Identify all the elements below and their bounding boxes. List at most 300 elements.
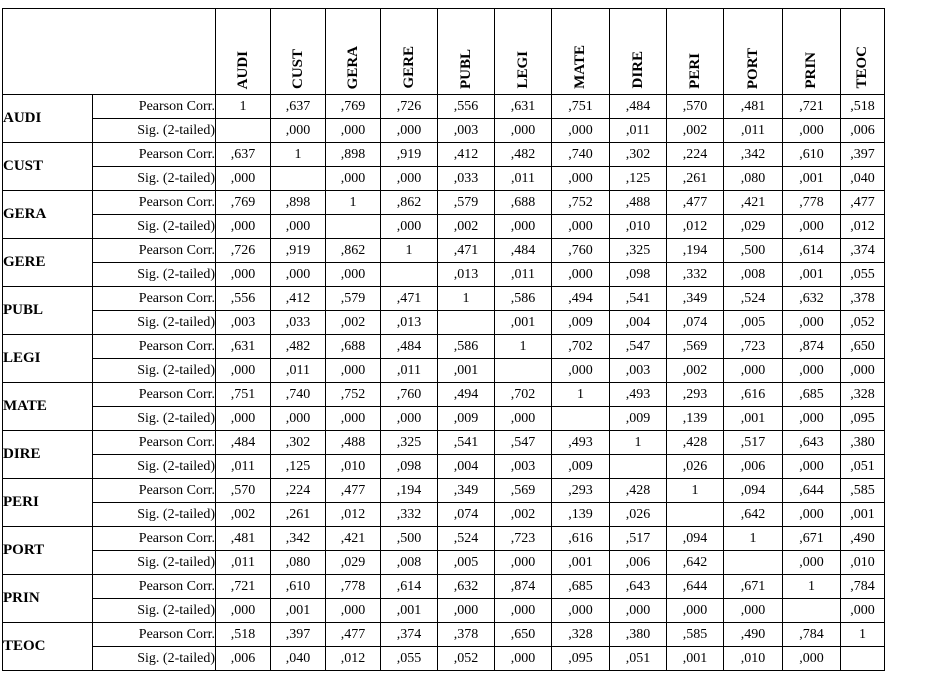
column-header-mate: [552, 9, 610, 95]
significance-value: ,000: [438, 599, 495, 623]
correlation-value: ,412: [271, 287, 326, 311]
significance-value: ,002: [667, 359, 724, 383]
significance-value: ,000: [216, 599, 271, 623]
column-header-label: MATE: [572, 45, 588, 89]
significance-value: ,002: [216, 503, 271, 527]
column-header-prin: [783, 9, 841, 95]
correlation-value: ,631: [216, 335, 271, 359]
significance-value: ,095: [841, 407, 885, 431]
correlation-value: ,494: [552, 287, 610, 311]
significance-value: [841, 647, 885, 671]
significance-value: ,006: [841, 119, 885, 143]
column-header-gere: [381, 9, 438, 95]
significance-value: ,013: [438, 263, 495, 287]
pearson-label: Pearson Corr.: [93, 239, 216, 263]
significance-value: ,002: [495, 503, 552, 527]
correlation-value: ,428: [610, 479, 667, 503]
significance-value: ,000: [271, 119, 326, 143]
pearson-label: Pearson Corr.: [93, 431, 216, 455]
correlation-value: ,484: [495, 239, 552, 263]
correlation-value: ,094: [667, 527, 724, 551]
significance-value: ,052: [841, 311, 885, 335]
significance-value: ,010: [610, 215, 667, 239]
significance-value: ,055: [381, 647, 438, 671]
correlation-value: ,760: [552, 239, 610, 263]
correlation-value: ,397: [841, 143, 885, 167]
column-header-gera: [326, 9, 381, 95]
table-row: [3, 503, 885, 527]
row-header-gere: GERE: [3, 239, 93, 287]
table-row: [3, 215, 885, 239]
significance-value: ,008: [381, 551, 438, 575]
correlation-value: ,325: [381, 431, 438, 455]
correlation-value: ,769: [326, 95, 381, 119]
pearson-label: Pearson Corr.: [93, 191, 216, 215]
significance-value: ,012: [667, 215, 724, 239]
row-header-mate: MATE: [3, 383, 93, 431]
significance-value: ,125: [271, 455, 326, 479]
column-header-audi: [216, 9, 271, 95]
correlation-value: ,397: [271, 623, 326, 647]
table-row: [3, 623, 885, 647]
significance-value: ,000: [326, 167, 381, 191]
significance-value: ,011: [271, 359, 326, 383]
correlation-value: ,585: [667, 623, 724, 647]
correlation-value: ,194: [381, 479, 438, 503]
significance-value: ,332: [381, 503, 438, 527]
significance-value: ,008: [724, 263, 783, 287]
significance-value: ,006: [216, 647, 271, 671]
correlation-value: ,524: [438, 527, 495, 551]
correlation-value: ,740: [271, 383, 326, 407]
significance-value: ,001: [495, 311, 552, 335]
correlation-value: ,484: [610, 95, 667, 119]
pearson-label: Pearson Corr.: [93, 335, 216, 359]
correlation-value: ,616: [552, 527, 610, 551]
significance-value: ,000: [271, 215, 326, 239]
correlation-value: ,643: [783, 431, 841, 455]
row-header-teoc: TEOC: [3, 623, 93, 671]
sig-label: Sig. (2-tailed): [93, 503, 216, 527]
correlation-value: ,488: [610, 191, 667, 215]
correlation-value: 1: [495, 335, 552, 359]
column-header-legi: [495, 9, 552, 95]
significance-value: ,003: [438, 119, 495, 143]
table-row: [3, 167, 885, 191]
table-row: [3, 647, 885, 671]
correlation-value: ,688: [495, 191, 552, 215]
correlation-value: ,547: [495, 431, 552, 455]
correlation-value: ,325: [610, 239, 667, 263]
correlation-value: ,328: [841, 383, 885, 407]
table-row: [3, 527, 885, 551]
significance-value: ,001: [438, 359, 495, 383]
table-row: [3, 431, 885, 455]
correlation-value: ,517: [610, 527, 667, 551]
significance-value: ,000: [610, 599, 667, 623]
correlation-value: ,378: [841, 287, 885, 311]
correlation-value: ,500: [724, 239, 783, 263]
correlation-value: ,490: [724, 623, 783, 647]
correlation-value: ,752: [326, 383, 381, 407]
correlation-value: ,493: [552, 431, 610, 455]
significance-value: ,005: [724, 311, 783, 335]
significance-value: ,139: [552, 503, 610, 527]
significance-value: ,009: [552, 455, 610, 479]
correlation-value: ,349: [438, 479, 495, 503]
significance-value: ,011: [610, 119, 667, 143]
table-row: [3, 359, 885, 383]
significance-value: ,000: [783, 551, 841, 575]
significance-value: ,000: [271, 263, 326, 287]
significance-value: ,001: [271, 599, 326, 623]
column-header-teoc: [841, 9, 885, 95]
correlation-value: ,579: [326, 287, 381, 311]
significance-value: ,000: [495, 599, 552, 623]
column-header-dire: [610, 9, 667, 95]
sig-label: Sig. (2-tailed): [93, 455, 216, 479]
row-header-publ: PUBL: [3, 287, 93, 335]
significance-value: ,000: [216, 263, 271, 287]
sig-label: Sig. (2-tailed): [93, 359, 216, 383]
correlation-value: ,477: [841, 191, 885, 215]
sig-label: Sig. (2-tailed): [93, 167, 216, 191]
significance-value: ,012: [326, 647, 381, 671]
significance-value: ,000: [495, 407, 552, 431]
table-row: [3, 383, 885, 407]
correlation-value: ,740: [552, 143, 610, 167]
correlation-value: ,471: [438, 239, 495, 263]
sig-label: Sig. (2-tailed): [93, 311, 216, 335]
pearson-label: Pearson Corr.: [93, 623, 216, 647]
correlation-value: ,477: [326, 623, 381, 647]
significance-value: ,332: [667, 263, 724, 287]
correlation-value: ,643: [610, 575, 667, 599]
significance-value: ,001: [841, 503, 885, 527]
row-header-audi: AUDI: [3, 95, 93, 143]
correlation-value: ,585: [841, 479, 885, 503]
sig-label: Sig. (2-tailed): [93, 599, 216, 623]
column-header-label: PRIN: [803, 52, 819, 89]
correlation-value: 1: [271, 143, 326, 167]
correlation-value: ,484: [381, 335, 438, 359]
correlation-value: ,752: [552, 191, 610, 215]
significance-value: ,000: [783, 119, 841, 143]
correlation-value: ,547: [610, 335, 667, 359]
table-row: [3, 119, 885, 143]
correlation-value: ,637: [216, 143, 271, 167]
correlation-value: ,488: [326, 431, 381, 455]
significance-value: ,026: [610, 503, 667, 527]
correlation-value: ,224: [271, 479, 326, 503]
correlation-value: ,586: [495, 287, 552, 311]
table-row: [3, 575, 885, 599]
significance-value: ,000: [724, 359, 783, 383]
correlation-value: ,919: [271, 239, 326, 263]
significance-value: ,011: [495, 167, 552, 191]
pearson-label: Pearson Corr.: [93, 383, 216, 407]
correlation-value: ,342: [271, 527, 326, 551]
correlation-value: ,477: [667, 191, 724, 215]
table-row: [3, 239, 885, 263]
significance-value: [438, 311, 495, 335]
correlation-value: ,569: [667, 335, 724, 359]
significance-value: ,000: [783, 407, 841, 431]
correlation-value: ,518: [216, 623, 271, 647]
column-header-label: PUBL: [457, 48, 474, 89]
row-header-prin: PRIN: [3, 575, 93, 623]
significance-value: ,074: [667, 311, 724, 335]
significance-value: ,000: [724, 599, 783, 623]
table-row: [3, 191, 885, 215]
correlation-value: 1: [667, 479, 724, 503]
correlation-value: ,482: [271, 335, 326, 359]
significance-value: ,010: [841, 551, 885, 575]
correlation-value: ,685: [552, 575, 610, 599]
significance-value: ,000: [552, 263, 610, 287]
sig-label: Sig. (2-tailed): [93, 263, 216, 287]
significance-value: ,003: [610, 359, 667, 383]
column-header-label: CUST: [289, 48, 306, 89]
significance-value: ,006: [724, 455, 783, 479]
row-header-legi: LEGI: [3, 335, 93, 383]
table-row: [3, 335, 885, 359]
correlation-value: ,194: [667, 239, 724, 263]
correlation-value: ,374: [841, 239, 885, 263]
correlation-value: ,778: [326, 575, 381, 599]
correlation-value: ,721: [216, 575, 271, 599]
correlation-value: ,671: [783, 527, 841, 551]
correlation-value: ,632: [438, 575, 495, 599]
significance-value: ,029: [724, 215, 783, 239]
significance-value: ,051: [841, 455, 885, 479]
correlation-value: ,570: [216, 479, 271, 503]
row-header-cust: CUST: [3, 143, 93, 191]
significance-value: ,000: [381, 167, 438, 191]
significance-value: ,001: [381, 599, 438, 623]
correlation-value: ,610: [783, 143, 841, 167]
significance-value: ,003: [216, 311, 271, 335]
significance-value: ,009: [610, 407, 667, 431]
correlation-value: ,569: [495, 479, 552, 503]
header-row: [3, 9, 885, 95]
significance-value: ,000: [271, 407, 326, 431]
correlation-value: 1: [841, 623, 885, 647]
sig-label: Sig. (2-tailed): [93, 647, 216, 671]
significance-value: ,033: [438, 167, 495, 191]
correlation-value: ,898: [326, 143, 381, 167]
row-header-gera: GERA: [3, 191, 93, 239]
correlation-value: ,650: [841, 335, 885, 359]
correlation-value: 1: [783, 575, 841, 599]
correlation-value: ,726: [216, 239, 271, 263]
pearson-label: Pearson Corr.: [93, 527, 216, 551]
significance-value: ,000: [783, 359, 841, 383]
correlation-value: ,784: [783, 623, 841, 647]
correlation-value: ,586: [438, 335, 495, 359]
table-row: [3, 263, 885, 287]
table-row: [3, 311, 885, 335]
correlation-value: 1: [552, 383, 610, 407]
correlation-value: ,421: [724, 191, 783, 215]
significance-value: ,010: [724, 647, 783, 671]
significance-value: [326, 215, 381, 239]
significance-value: ,001: [783, 167, 841, 191]
correlation-value: ,760: [381, 383, 438, 407]
column-header-label: GERE: [400, 46, 417, 89]
correlation-value: ,412: [438, 143, 495, 167]
significance-value: ,033: [271, 311, 326, 335]
significance-value: ,080: [271, 551, 326, 575]
row-header-peri: PERI: [3, 479, 93, 527]
significance-value: ,000: [326, 119, 381, 143]
sig-label: Sig. (2-tailed): [93, 215, 216, 239]
correlation-value: ,632: [783, 287, 841, 311]
significance-value: ,002: [667, 119, 724, 143]
significance-value: ,011: [495, 263, 552, 287]
significance-value: ,011: [381, 359, 438, 383]
significance-value: ,013: [381, 311, 438, 335]
significance-value: ,001: [724, 407, 783, 431]
correlation-value: 1: [326, 191, 381, 215]
significance-value: ,000: [552, 167, 610, 191]
significance-value: [610, 455, 667, 479]
significance-value: ,139: [667, 407, 724, 431]
column-header-label: LEGI: [514, 51, 531, 89]
significance-value: ,011: [216, 455, 271, 479]
significance-value: ,000: [216, 167, 271, 191]
correlation-value: ,778: [783, 191, 841, 215]
correlation-value: ,579: [438, 191, 495, 215]
correlation-value: ,484: [216, 431, 271, 455]
sig-label: Sig. (2-tailed): [93, 407, 216, 431]
correlation-value: ,862: [326, 239, 381, 263]
significance-value: ,006: [610, 551, 667, 575]
correlation-value: ,702: [552, 335, 610, 359]
significance-value: [271, 167, 326, 191]
significance-value: ,040: [271, 647, 326, 671]
significance-value: ,009: [552, 311, 610, 335]
table-row: [3, 287, 885, 311]
correlation-value: ,477: [326, 479, 381, 503]
column-header-label: PORT: [744, 47, 761, 89]
correlation-value: ,380: [610, 623, 667, 647]
correlation-value: ,862: [381, 191, 438, 215]
significance-value: ,261: [271, 503, 326, 527]
correlation-value: ,610: [271, 575, 326, 599]
correlation-value: ,428: [667, 431, 724, 455]
column-header-port: [724, 9, 783, 95]
table-row: [3, 551, 885, 575]
significance-value: ,261: [667, 167, 724, 191]
significance-value: [783, 599, 841, 623]
significance-value: ,012: [326, 503, 381, 527]
correlation-value: ,556: [216, 287, 271, 311]
significance-value: ,000: [216, 407, 271, 431]
correlation-value: ,874: [783, 335, 841, 359]
correlation-value: ,481: [216, 527, 271, 551]
column-header-label: DIRE: [629, 51, 646, 89]
correlation-value: ,541: [438, 431, 495, 455]
pearson-label: Pearson Corr.: [93, 287, 216, 311]
significance-value: [552, 407, 610, 431]
significance-value: ,026: [667, 455, 724, 479]
significance-value: ,009: [438, 407, 495, 431]
correlation-value: ,723: [495, 527, 552, 551]
correlation-value: ,650: [495, 623, 552, 647]
significance-value: ,000: [552, 215, 610, 239]
significance-value: ,000: [381, 407, 438, 431]
significance-value: ,000: [783, 311, 841, 335]
correlation-value: ,721: [783, 95, 841, 119]
significance-value: [381, 263, 438, 287]
correlation-value: ,494: [438, 383, 495, 407]
row-header-dire: DIRE: [3, 431, 93, 479]
significance-value: ,000: [216, 215, 271, 239]
correlation-value: ,302: [610, 143, 667, 167]
correlation-value: ,293: [667, 383, 724, 407]
correlation-value: ,490: [841, 527, 885, 551]
correlation-value: ,302: [271, 431, 326, 455]
table-row: [3, 599, 885, 623]
column-header-cust: [271, 9, 326, 95]
correlation-value: ,769: [216, 191, 271, 215]
correlation-value: ,644: [667, 575, 724, 599]
significance-value: [724, 551, 783, 575]
header-corner: [3, 9, 216, 95]
correlation-value: ,702: [495, 383, 552, 407]
correlation-value: ,726: [381, 95, 438, 119]
correlation-value: ,342: [724, 143, 783, 167]
significance-value: ,000: [495, 215, 552, 239]
significance-value: ,000: [841, 599, 885, 623]
significance-value: ,080: [724, 167, 783, 191]
significance-value: ,098: [610, 263, 667, 287]
table-row: [3, 95, 885, 119]
significance-value: ,000: [783, 503, 841, 527]
column-header-label: AUDI: [234, 50, 251, 89]
correlation-value: ,614: [783, 239, 841, 263]
significance-value: [495, 359, 552, 383]
significance-value: [667, 503, 724, 527]
correlation-value: ,784: [841, 575, 885, 599]
correlation-value: 1: [216, 95, 271, 119]
correlation-value: 1: [610, 431, 667, 455]
table-row: [3, 143, 885, 167]
significance-value: ,010: [326, 455, 381, 479]
correlation-value: ,644: [783, 479, 841, 503]
significance-value: ,040: [841, 167, 885, 191]
significance-value: ,000: [552, 119, 610, 143]
correlation-value: ,637: [271, 95, 326, 119]
column-header-label: PERI: [686, 53, 703, 89]
correlation-value: 1: [438, 287, 495, 311]
correlation-value: ,481: [724, 95, 783, 119]
correlation-value: 1: [381, 239, 438, 263]
correlation-value: ,751: [216, 383, 271, 407]
correlation-value: ,898: [271, 191, 326, 215]
correlation-table: [2, 8, 885, 671]
significance-value: ,003: [495, 455, 552, 479]
correlation-value: ,374: [381, 623, 438, 647]
correlation-value: ,631: [495, 95, 552, 119]
correlation-value: ,293: [552, 479, 610, 503]
significance-value: ,002: [326, 311, 381, 335]
correlation-value: 1: [724, 527, 783, 551]
pearson-label: Pearson Corr.: [93, 575, 216, 599]
significance-value: ,642: [724, 503, 783, 527]
correlation-value: ,919: [381, 143, 438, 167]
